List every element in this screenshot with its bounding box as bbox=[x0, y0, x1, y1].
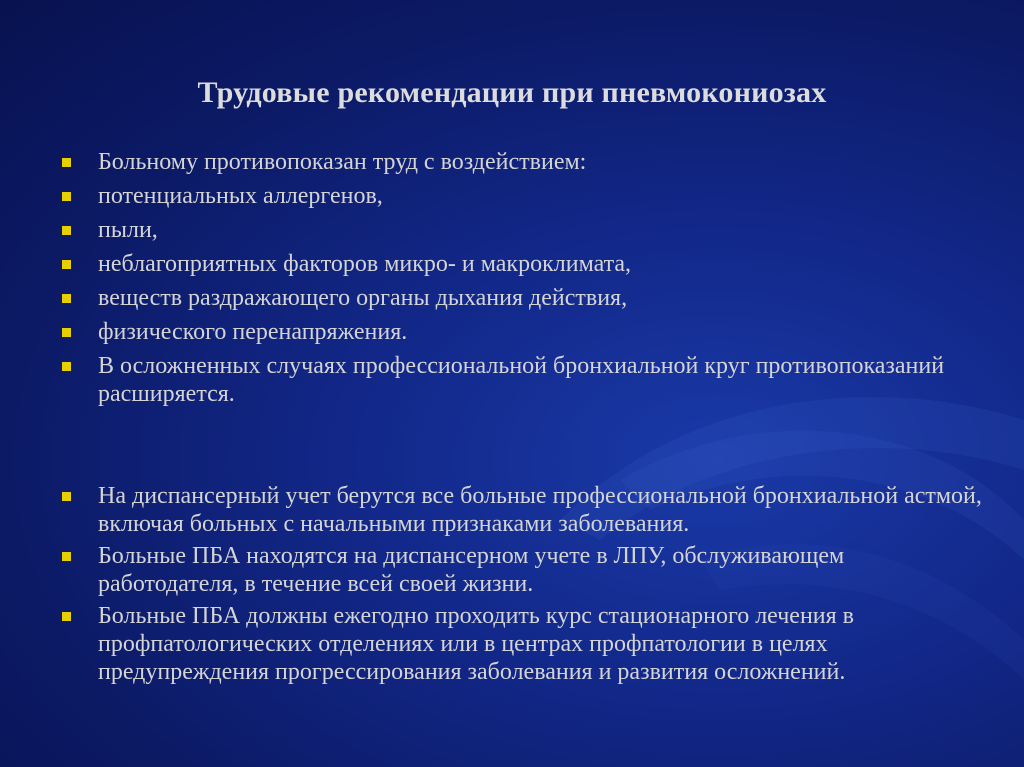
square-bullet-icon bbox=[62, 328, 71, 337]
square-bullet-icon bbox=[62, 362, 71, 371]
bullet-list-contraindications bbox=[60, 148, 990, 414]
square-bullet-icon bbox=[62, 294, 71, 303]
bullet-text: Больные ПБА находятся на диспансерном учете в ЛПУ, обслуживающем работодателя, в течение всей своей жизни. bbox=[98, 543, 845, 597]
slide-title: Трудовые рекомендации при пневмокониозах bbox=[197, 76, 827, 109]
square-bullet-icon bbox=[62, 226, 71, 235]
square-bullet-icon bbox=[62, 158, 71, 167]
bullet-item bbox=[60, 352, 990, 408]
square-bullet-icon bbox=[62, 192, 71, 201]
bullet-item bbox=[60, 318, 990, 346]
bullet-text: потенциальных аллергенов, bbox=[98, 183, 383, 209]
bullet-text: В осложненных случаях профессиональной бронхиальной круг противопоказаний расширяется. bbox=[98, 353, 945, 407]
bullet-text: физического перенапряжения. bbox=[98, 319, 408, 345]
square-bullet-icon bbox=[62, 552, 71, 561]
bullet-item bbox=[60, 284, 990, 312]
bullet-item bbox=[60, 482, 990, 538]
bullet-item bbox=[60, 542, 990, 598]
bullet-item bbox=[60, 602, 990, 686]
square-bullet-icon bbox=[62, 492, 71, 501]
square-bullet-icon bbox=[62, 260, 71, 269]
bullet-item bbox=[60, 250, 990, 278]
bullet-text: На диспансерный учет берутся все больные профессиональной бронхиальной астмой, включая больных с начальными признаками заболевания. bbox=[98, 483, 982, 537]
bullet-text: пыли, bbox=[98, 217, 158, 243]
bullet-text: Больному противопоказан труд с воздействием: bbox=[98, 149, 587, 175]
bullet-text: веществ раздражающего органы дыхания действия, bbox=[98, 285, 628, 311]
square-bullet-icon bbox=[62, 612, 71, 621]
bullet-item bbox=[60, 182, 990, 210]
bullet-text: неблагоприятных факторов микро- и макроклимата, bbox=[98, 251, 632, 277]
bullet-item bbox=[60, 148, 990, 176]
bullet-list-dispensary bbox=[60, 482, 990, 690]
bullet-text: Больные ПБА должны ежегодно проходить курс стационарного лечения в профпатологических отделениях или в центрах профпатологии в целях предупреждения прогрессирования заболевания и развития осложнений. bbox=[98, 603, 855, 685]
bullet-item bbox=[60, 216, 990, 244]
